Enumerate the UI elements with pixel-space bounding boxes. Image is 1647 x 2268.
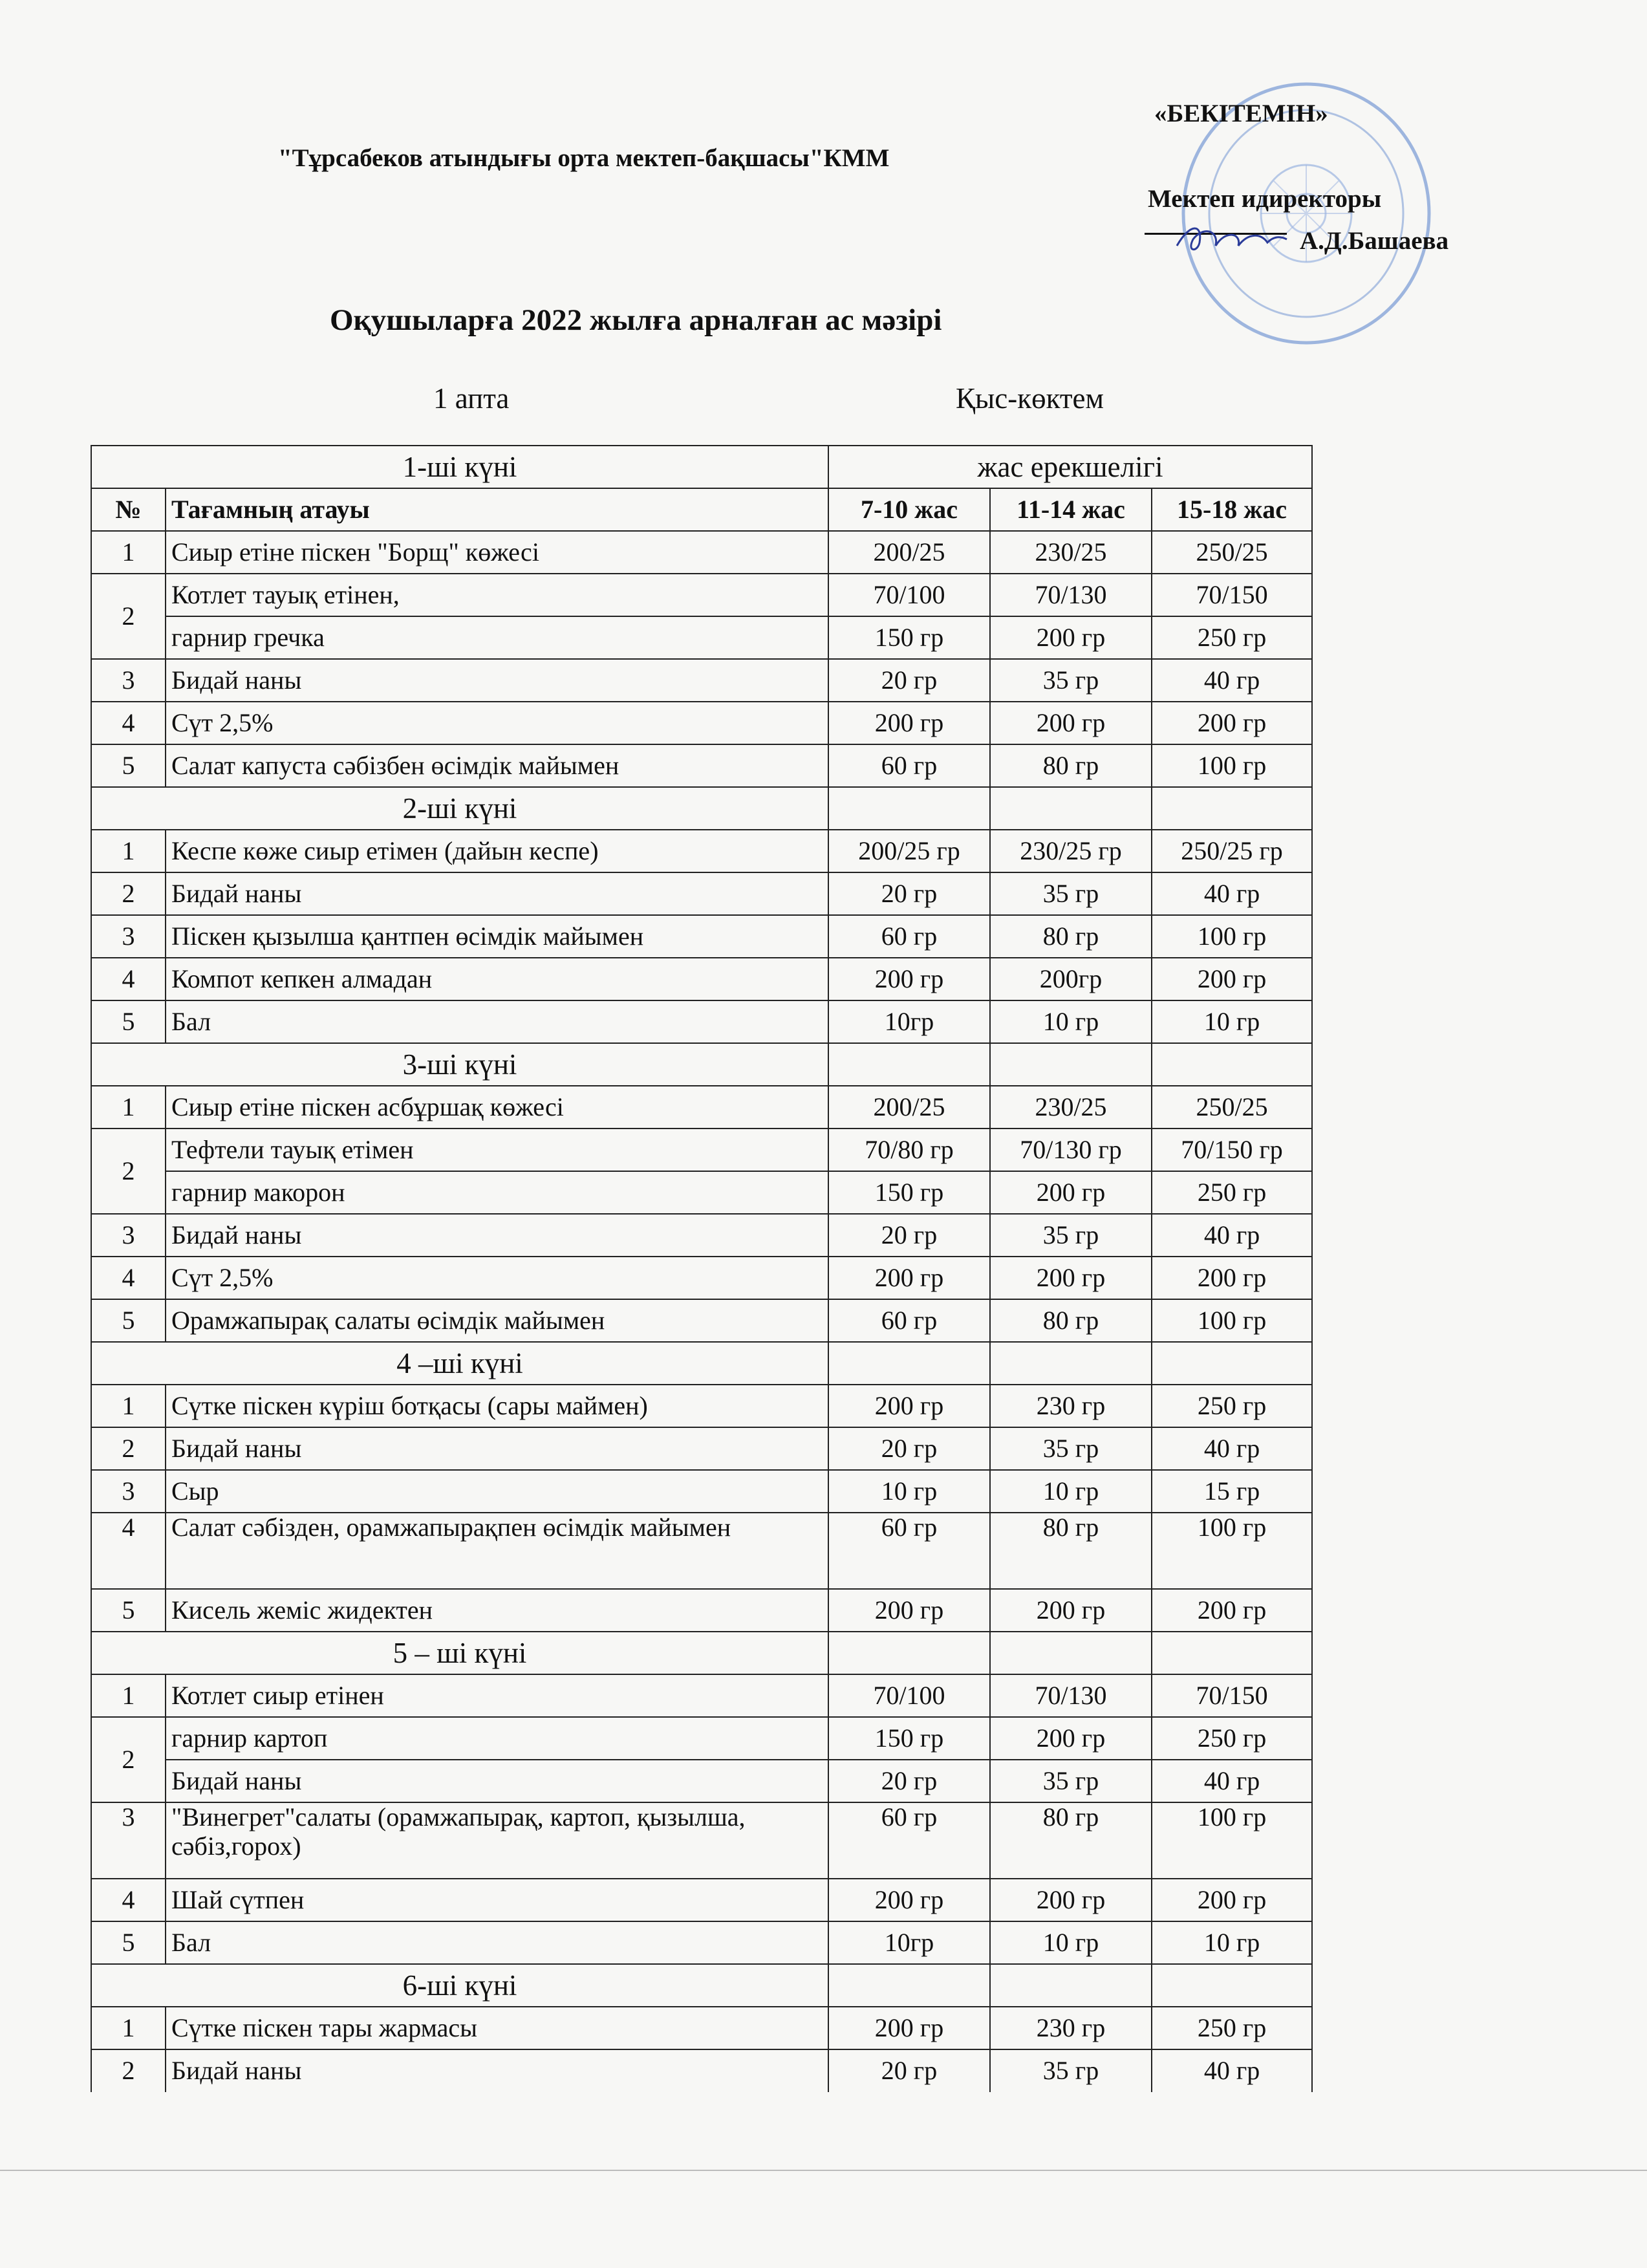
table-row [91,1513,1312,1589]
portion-11-14: 80 гр [990,1802,1152,1879]
age-groups-header: жас ерекшелігі [828,446,1312,488]
portion-11-14: 70/130 гр [990,1129,1152,1171]
portion-7-10: 10гр [828,1921,990,1964]
empty-cell [1152,1964,1312,2007]
dish-name: Салат капуста сәбізбен өсімдік майымен [166,744,828,787]
portion-15-18: 100 гр [1152,744,1312,787]
row-number: 4 [91,1879,166,1921]
portion-15-18: 40 гр [1152,659,1312,702]
table-row [91,702,1312,744]
portion-15-18: 40 гр [1152,1427,1312,1470]
age-15-18-header: 15-18 жас [1152,488,1312,531]
approve-heading: «БЕКІТЕМІН» [1154,100,1328,127]
day-label: 4 –ші күні [91,1342,828,1385]
day-header-row [91,1342,1312,1385]
dish-name: Кисель жеміс жидектен [166,1589,828,1632]
portion-15-18: 40 гр [1152,1214,1312,1257]
day-header-row [91,1964,1312,2007]
portion-11-14: 35 гр [990,872,1152,915]
day-label: 6-ші күні [91,1964,828,2007]
school-name: "Тұрсабеков атындығы орта мектеп-бақшасы"КММ [278,144,890,172]
portion-15-18: 40 гр [1152,1760,1312,1802]
portion-11-14: 230/25 [990,1086,1152,1129]
portion-7-10: 20 гр [828,659,990,702]
day-header-row [91,1632,1312,1674]
portion-7-10: 200/25 [828,1086,990,1129]
empty-cell [1152,1043,1312,1086]
portion-15-18: 100 гр [1152,1802,1312,1879]
empty-cell [828,1964,990,2007]
empty-cell [828,1632,990,1674]
portion-15-18: 250 гр [1152,1385,1312,1427]
dish-name: Шай сүтпен [166,1879,828,1921]
portion-15-18: 250/25 [1152,1086,1312,1129]
portion-7-10: 150 гр [828,616,990,659]
dish-name: Бидай наны [166,2049,828,2092]
dish-name: Сүт 2,5% [166,1257,828,1299]
dish-name: Орамжапырақ салаты өсімдік майымен [166,1299,828,1342]
age-7-10-header: 7-10 жас [828,488,990,531]
dish-name: Компот кепкен алмадан [166,958,828,1000]
menu-title: Оқушыларға 2022 жылға арналған ас мәзірі [330,303,942,337]
portion-7-10: 200/25 гр [828,830,990,872]
portion-11-14: 200 гр [990,1171,1152,1214]
empty-cell [990,1342,1152,1385]
table-row [91,1257,1312,1299]
row-number: 3 [91,1470,166,1513]
portion-11-14: 230/25 [990,531,1152,574]
portion-15-18: 250 гр [1152,2007,1312,2049]
row-number: 1 [91,830,166,872]
dish-name: Бидай наны [166,872,828,915]
row-number: 2 [91,1129,166,1214]
portion-7-10: 200 гр [828,2007,990,2049]
table-row [91,1589,1312,1632]
portion-15-18: 200 гр [1152,958,1312,1000]
week-label: 1 апта [433,382,510,415]
dish-name: "Винегрет"салаты (орамжапырақ, картоп, қызылша, сәбіз,горох) [166,1802,828,1879]
dish-name: Котлет тауық етінен, [166,574,828,616]
row-number: 2 [91,872,166,915]
portion-7-10: 200 гр [828,1257,990,1299]
row-number: 2 [91,1717,166,1802]
table-row [91,1299,1312,1342]
portion-7-10: 200 гр [828,958,990,1000]
portion-15-18: 250/25 [1152,531,1312,574]
table-row [91,1427,1312,1470]
portion-11-14: 35 гр [990,2049,1152,2092]
portion-15-18: 100 гр [1152,1513,1312,1589]
portion-11-14: 10 гр [990,1470,1152,1513]
dish-name: Сыр [166,1470,828,1513]
dish-name: Салат сәбізден, орамжапырақпен өсімдік майымен [166,1513,828,1589]
row-number: 5 [91,744,166,787]
portion-11-14: 200 гр [990,1257,1152,1299]
day-header-row [91,787,1312,830]
dish-name: Котлет сиыр етінен [166,1674,828,1717]
portion-7-10: 20 гр [828,2049,990,2092]
number-header: № [91,488,166,531]
portion-7-10: 70/100 [828,1674,990,1717]
dish-name: гарнир гречка [166,616,828,659]
row-number: 5 [91,1299,166,1342]
portion-7-10: 20 гр [828,1760,990,1802]
dish-name: Сиыр етіне піскен "Борщ" көжесі [166,531,828,574]
portion-11-14: 35 гр [990,1760,1152,1802]
dish-name: Сиыр етіне піскен асбұршақ көжесі [166,1086,828,1129]
portion-7-10: 10гр [828,1000,990,1043]
table-row [91,1717,1312,1760]
portion-15-18: 70/150 гр [1152,1129,1312,1171]
empty-cell [1152,787,1312,830]
row-number: 1 [91,2007,166,2049]
dish-name: Тефтели тауық етімен [166,1129,828,1171]
dish-name: Сүт 2,5% [166,702,828,744]
row-number: 3 [91,915,166,958]
portion-11-14: 230/25 гр [990,830,1152,872]
portion-15-18: 200 гр [1152,1589,1312,1632]
dish-name: Бал [166,1921,828,1964]
portion-15-18: 250 гр [1152,616,1312,659]
day-header-row [91,446,1312,488]
portion-7-10: 200 гр [828,702,990,744]
portion-11-14: 230 гр [990,2007,1152,2049]
table-row [91,1674,1312,1717]
empty-cell [828,1043,990,1086]
row-number: 3 [91,1802,166,1879]
table-row [91,1921,1312,1964]
empty-cell [828,787,990,830]
dish-name: гарнир картоп [166,1717,828,1760]
day-header-row [91,1043,1312,1086]
table-row [91,1760,1312,1802]
table-row [91,1171,1312,1214]
portion-11-14: 200гр [990,958,1152,1000]
portion-11-14: 200 гр [990,702,1152,744]
dish-name: Сүтке піскен тары жармасы [166,2007,828,2049]
row-number: 3 [91,659,166,702]
row-number: 1 [91,531,166,574]
portion-15-18: 15 гр [1152,1470,1312,1513]
table-row [91,915,1312,958]
portion-15-18: 200 гр [1152,1879,1312,1921]
portion-11-14: 35 гр [990,1214,1152,1257]
row-number: 3 [91,1214,166,1257]
day-label: 2-ші күні [91,787,828,830]
table-row [91,1879,1312,1921]
portion-11-14: 10 гр [990,1921,1152,1964]
day-label: 5 – ші күні [91,1632,828,1674]
portion-7-10: 60 гр [828,915,990,958]
season-label: Қыс-көктем [956,382,1104,415]
portion-11-14: 200 гр [990,616,1152,659]
portion-11-14: 35 гр [990,659,1152,702]
portion-15-18: 200 гр [1152,702,1312,744]
portion-11-14: 200 гр [990,1717,1152,1760]
portion-7-10: 60 гр [828,1802,990,1879]
portion-11-14: 35 гр [990,1427,1152,1470]
dish-name: Бал [166,1000,828,1043]
empty-cell [1152,1342,1312,1385]
table-row [91,574,1312,616]
table-row [91,1086,1312,1129]
director-name: А.Д.Башаева [1300,227,1449,255]
page-edge-line [0,2170,1647,2171]
table-row [91,744,1312,787]
table-row [91,1385,1312,1427]
table-row [91,616,1312,659]
empty-cell [990,1964,1152,2007]
portion-7-10: 200 гр [828,1385,990,1427]
portion-7-10: 20 гр [828,872,990,915]
portion-7-10: 200 гр [828,1589,990,1632]
table-row [91,1129,1312,1171]
row-number: 5 [91,1589,166,1632]
row-number: 2 [91,1427,166,1470]
empty-cell [828,1342,990,1385]
row-number: 1 [91,1385,166,1427]
row-number: 4 [91,958,166,1000]
portion-7-10: 70/100 [828,574,990,616]
dish-name: Бидай наны [166,659,828,702]
row-number: 4 [91,1513,166,1589]
portion-11-14: 70/130 [990,574,1152,616]
table-row [91,2049,1312,2092]
dish-name: Піскен қызылша қантпен өсімдік майымен [166,915,828,958]
portion-15-18: 200 гр [1152,1257,1312,1299]
table-row [91,872,1312,915]
portion-7-10: 150 гр [828,1171,990,1214]
portion-11-14: 200 гр [990,1879,1152,1921]
dish-name: Бидай наны [166,1760,828,1802]
day-label: 1-ші күні [91,446,828,488]
dish-name-header: Тағамның атауы [166,488,828,531]
column-header-row [91,488,1312,531]
portion-15-18: 100 гр [1152,915,1312,958]
portion-15-18: 250/25 гр [1152,830,1312,872]
empty-cell [1152,1632,1312,1674]
director-label: Мектеп идиректоры [1148,185,1382,213]
portion-11-14: 200 гр [990,1589,1152,1632]
empty-cell [990,1632,1152,1674]
empty-cell [990,1043,1152,1086]
portion-15-18: 250 гр [1152,1171,1312,1214]
portion-15-18: 100 гр [1152,1299,1312,1342]
portion-7-10: 20 гр [828,1427,990,1470]
table-row [91,958,1312,1000]
portion-7-10: 60 гр [828,744,990,787]
portion-7-10: 20 гр [828,1214,990,1257]
portion-7-10: 200/25 [828,531,990,574]
portion-15-18: 10 гр [1152,1000,1312,1043]
portion-11-14: 230 гр [990,1385,1152,1427]
row-number: 5 [91,1000,166,1043]
table-row [91,531,1312,574]
portion-15-18: 10 гр [1152,1921,1312,1964]
table-row [91,1214,1312,1257]
signature [1164,217,1293,262]
empty-cell [990,787,1152,830]
portion-15-18: 70/150 [1152,1674,1312,1717]
row-number: 1 [91,1086,166,1129]
portion-15-18: 40 гр [1152,872,1312,915]
table-row [91,2007,1312,2049]
table-row [91,1802,1312,1879]
table-row [91,830,1312,872]
portion-11-14: 70/130 [990,1674,1152,1717]
dish-name: гарнир макорон [166,1171,828,1214]
portion-7-10: 70/80 гр [828,1129,990,1171]
dish-name: Сүтке піскен күріш ботқасы (сары маймен) [166,1385,828,1427]
row-number: 1 [91,1674,166,1717]
row-number: 2 [91,2049,166,2092]
portion-11-14: 80 гр [990,915,1152,958]
row-number: 2 [91,574,166,659]
row-number: 4 [91,1257,166,1299]
table-row [91,1000,1312,1043]
dish-name: Бидай наны [166,1427,828,1470]
portion-15-18: 70/150 [1152,574,1312,616]
portion-7-10: 200 гр [828,1879,990,1921]
row-number: 5 [91,1921,166,1964]
portion-7-10: 60 гр [828,1513,990,1589]
table-row [91,659,1312,702]
portion-15-18: 250 гр [1152,1717,1312,1760]
portion-11-14: 80 гр [990,744,1152,787]
portion-7-10: 60 гр [828,1299,990,1342]
menu-table [91,445,1313,2092]
portion-7-10: 150 гр [828,1717,990,1760]
age-11-14-header: 11-14 жас [990,488,1152,531]
dish-name: Кеспе көже сиыр етімен (дайын кеспе) [166,830,828,872]
portion-15-18: 40 гр [1152,2049,1312,2092]
dish-name: Бидай наны [166,1214,828,1257]
table-row [91,1470,1312,1513]
row-number: 4 [91,702,166,744]
portion-11-14: 10 гр [990,1000,1152,1043]
day-label: 3-ші күні [91,1043,828,1086]
portion-11-14: 80 гр [990,1299,1152,1342]
portion-7-10: 10 гр [828,1470,990,1513]
portion-11-14: 80 гр [990,1513,1152,1589]
